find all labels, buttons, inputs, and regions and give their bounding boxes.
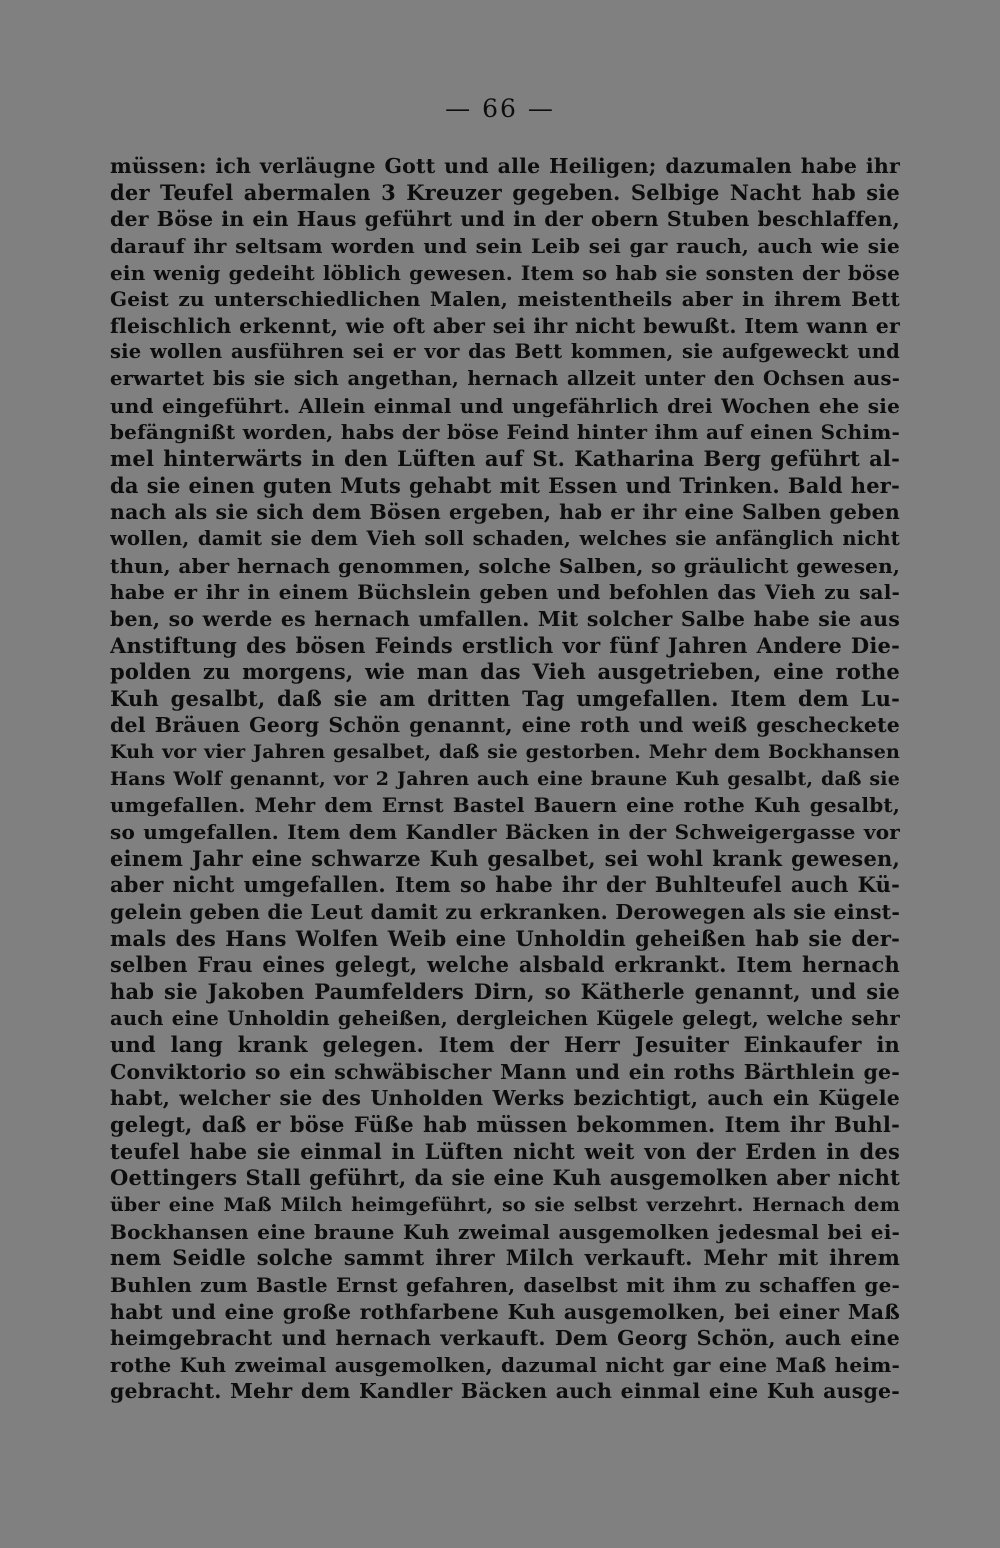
text-line: habe er ihr in einem Büchslein geben und befohlen das Vieh zu sal-: [110, 580, 900, 605]
text-line: heimgebracht und hernach verkauft. Dem Georg Schön, auch eine: [110, 1326, 900, 1351]
body-text: [110, 153, 900, 1405]
text-line: selben Frau eines gelegt, welche alsbald erkrankt. Item hernach: [110, 952, 900, 978]
text-line: nem Seidle solche sammt ihrer Milch verkauft. Mehr mit ihrem: [110, 1245, 900, 1271]
text-line: da sie einen guten Muts gehabt mit Essen und Trinken. Bald her-: [110, 472, 900, 498]
text-line: und lang krank gelegen. Item der Herr Jesuiter Einkaufer in: [110, 1032, 900, 1058]
text-line: thun, aber hernach genommen, solche Salben, so gräulicht gewesen,: [110, 553, 900, 578]
text-line: der Böse in ein Haus geführt und in der obern Stuben beschlaffen,: [110, 207, 900, 232]
text-line: habt und eine große rothfarbene Kuh ausgemolken, bei einer Maß: [110, 1299, 900, 1324]
text-line: aber nicht umgefallen. Item so habe ihr der Buhlteufel auch Kü-: [110, 872, 900, 898]
text-line: und eingeführt. Allein einmal und ungefährlich drei Wochen ehe sie: [110, 393, 900, 418]
text-line: Bockhansen eine braune Kuh zweimal ausgemolken jedesmal bei ei-: [110, 1219, 900, 1244]
text-line: mals des Hans Wolfen Weib eine Unholdin geheißen hab sie der-: [110, 925, 900, 951]
text-line: wollen, damit sie dem Vieh soll schaden, welches sie anfänglich nicht: [110, 526, 900, 550]
text-line: nach als sie sich dem Bösen ergeben, hab er ihr eine Salben geben: [110, 500, 900, 525]
text-line: Hans Wolf genannt, vor 2 Jahren auch eine braune Kuh gesalbt, daß sie: [110, 767, 900, 790]
text-line: so umgefallen. Item dem Kandler Bäcken in der Schweigergasse vor: [110, 820, 900, 845]
text-line: erwartet bis sie sich angethan, hernach allzeit unter den Ochsen aus-: [110, 367, 900, 391]
text-line: habt, welcher sie des Unholden Werks bezichtigt, auch ein Kügele: [110, 1086, 900, 1111]
text-line: fleischlich erkennt, wie oft aber sei ihr nicht bewußt. Item wann er: [110, 313, 900, 338]
text-line: müssen: ich verläugne Gott und alle Heiligen; dazumalen habe ihr: [110, 154, 900, 178]
text-line: gelein geben die Leut damit zu erkranken. Derowegen als sie einst-: [110, 899, 900, 924]
text-line: polden zu morgens, wie man das Vieh ausgetrieben, eine rothe: [110, 659, 900, 685]
text-line: rothe Kuh zweimal ausgemolken, dazumal nicht gar eine Maß heim-: [110, 1352, 900, 1377]
text-line: Kuh gesalbt, daß sie am dritten Tag umgefallen. Item dem Lu-: [110, 685, 900, 711]
text-line: del Bräuen Georg Schön genannt, eine roth und weiß gescheckete: [110, 713, 900, 738]
text-line: teufel habe sie einmal in Lüften nicht weit von der Erden in des: [110, 1138, 900, 1164]
text-line: gelegt, daß er böse Füße hab müssen bekommen. Item ihr Buhl-: [110, 1112, 900, 1138]
text-line: Oettingers Stall geführt, da sie eine Kuh ausgemolken aber nicht: [110, 1165, 900, 1191]
text-line: der Teufel abermalen 3 Kreuzer gegeben. Selbige Nacht hab sie: [110, 179, 900, 205]
text-line: befängnißt worden, habs der böse Feind hinter ihm auf einen Schim-: [110, 420, 900, 445]
text-line: einem Jahr eine schwarze Kuh gesalbet, sei wohl krank gewesen,: [110, 845, 900, 871]
text-line: ben, so werde es hernach umfallen. Mit solcher Salbe habe sie aus: [110, 606, 900, 631]
page-number: — 66 —: [445, 94, 555, 123]
text-line: auch eine Unholdin geheißen, dergleichen Kügele gelegt, welche sehr: [110, 1006, 900, 1030]
text-line: darauf ihr seltsam worden und sein Leib sei gar rauch, auch wie sie: [110, 233, 900, 258]
text-line: Geist zu unterschiedlichen Malen, meistentheils aber in ihrem Bett: [110, 287, 900, 312]
text-line: mel hinterwärts in den Lüften auf St. Katharina Berg geführt al-: [110, 446, 900, 472]
text-line: gebracht. Mehr dem Kandler Bäcken auch einmal eine Kuh ausge-: [110, 1379, 900, 1404]
text-line: sie wollen ausführen sei er vor das Bett kommen, sie aufgeweckt und: [110, 340, 900, 364]
text-line: über eine Maß Milch heimgeführt, so sie selbst verzehrt. Hernach dem: [110, 1193, 900, 1216]
text-line: ein wenig gedeiht löblich gewesen. Item so hab sie sonsten der böse: [110, 260, 900, 285]
text-line: Conviktorio so ein schwäbischer Mann und ein roths Bärthlein ge-: [110, 1059, 900, 1084]
text-line: hab sie Jakoben Paumfelders Dirn, so Kätherle genannt, und sie: [110, 978, 900, 1004]
text-line: umgefallen. Mehr dem Ernst Bastel Bauern eine rothe Kuh gesalbt,: [110, 793, 900, 818]
text-line: Kuh vor vier Jahren gesalbet, daß sie gestorben. Mehr dem Bockhansen: [110, 741, 900, 764]
text-line: Anstiftung des bösen Feinds erstlich vor fünf Jahren Andere Die-: [110, 632, 900, 658]
text-line: Buhlen zum Bastle Ernst gefahren, daselbst mit ihm zu schaffen ge-: [110, 1272, 900, 1297]
